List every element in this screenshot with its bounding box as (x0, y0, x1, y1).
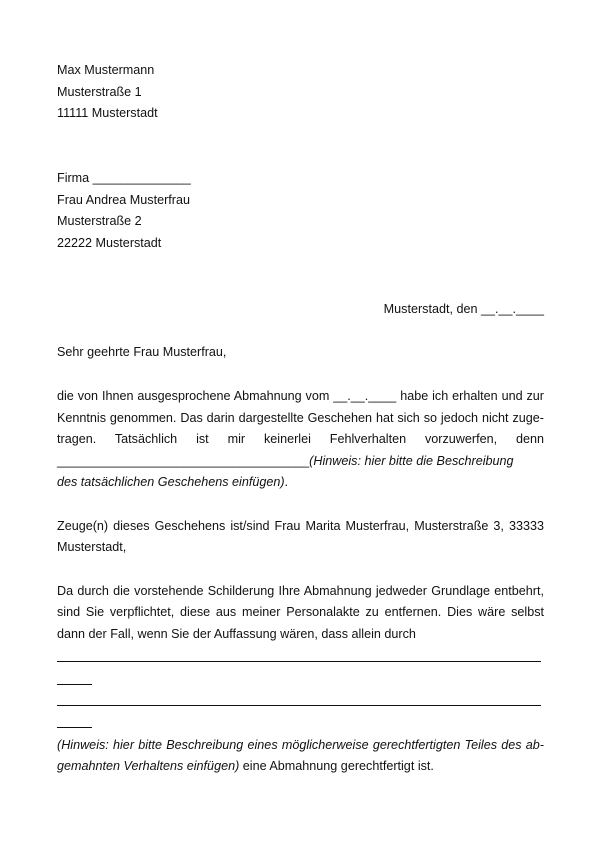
description-blank: ____________________________________ (57, 454, 310, 468)
paragraph3-line2: sind Sie verpflichtet, diese aus meiner Personalakte zu entfernen. Dies wäre selbst (57, 605, 544, 619)
paragraph3-line3: dann der Fall, wenn Sie der Auffassung wären, dass allein durch (57, 627, 416, 641)
closing-line2 (57, 758, 434, 774)
sender-street: Musterstraße 1 (57, 85, 142, 99)
paragraph3-line1: Da durch die vorstehende Schilderung Ihre Abmahnung jedweder Grundlage entbehrt, (57, 584, 544, 598)
recipient-company: Firma ______________ (57, 171, 191, 185)
sender-city: 11111 Musterstadt (57, 106, 158, 120)
hint-description: (Hinweis: hier bitte die Beschreibung (309, 454, 514, 468)
hint-description-cont: des tatsächlichen Geschehens einfügen) (57, 475, 285, 489)
fill-in-line (57, 705, 541, 706)
closing-hint-line2: gemahnten Verhaltens einfügen) (57, 759, 240, 773)
sentence-end: . (284, 475, 289, 489)
paragraph1-line4 (57, 453, 544, 469)
recipient-person: Frau Andrea Musterfrau (57, 193, 190, 207)
salutation: Sehr geehrte Frau Musterfrau, (57, 345, 227, 359)
recipient-city: 22222 Musterstadt (57, 236, 162, 250)
fill-in-line-short (57, 727, 92, 728)
date-line: Musterstadt, den __.__.____ (383, 302, 544, 316)
sender-name: Max Mustermann (57, 63, 155, 77)
closing-end-text: eine Abmahnung gerechtfertigt ist. (239, 759, 434, 773)
recipient-street: Musterstraße 2 (57, 214, 142, 228)
paragraph1-line3: tragen. Tatsächlich ist mir keinerlei Fehlverhalten vorzuwerfen, denn (57, 432, 544, 446)
paragraph2-line2: Musterstadt, (57, 540, 127, 554)
paragraph1-line5 (57, 474, 288, 490)
fill-in-line-short (57, 684, 92, 685)
paragraph2-line1: Zeuge(n) dieses Geschehens ist/sind Frau Marita Musterfrau, Musterstraße 3, 33333 (57, 519, 544, 533)
paragraph1-line2: Kenntnis genommen. Das darin dargestellte Geschehen hat sich so jedoch nicht zuge- (57, 411, 544, 425)
closing-hint-line1: (Hinweis: hier bitte Beschreibung eines möglicherweise gerechtfertigten Teiles des ab- (57, 738, 544, 752)
paragraph1-line1: die von Ihnen ausgesprochene Abmahnung vom __.__.____ habe ich erhalten und zur (57, 389, 544, 403)
fill-in-line (57, 661, 541, 662)
